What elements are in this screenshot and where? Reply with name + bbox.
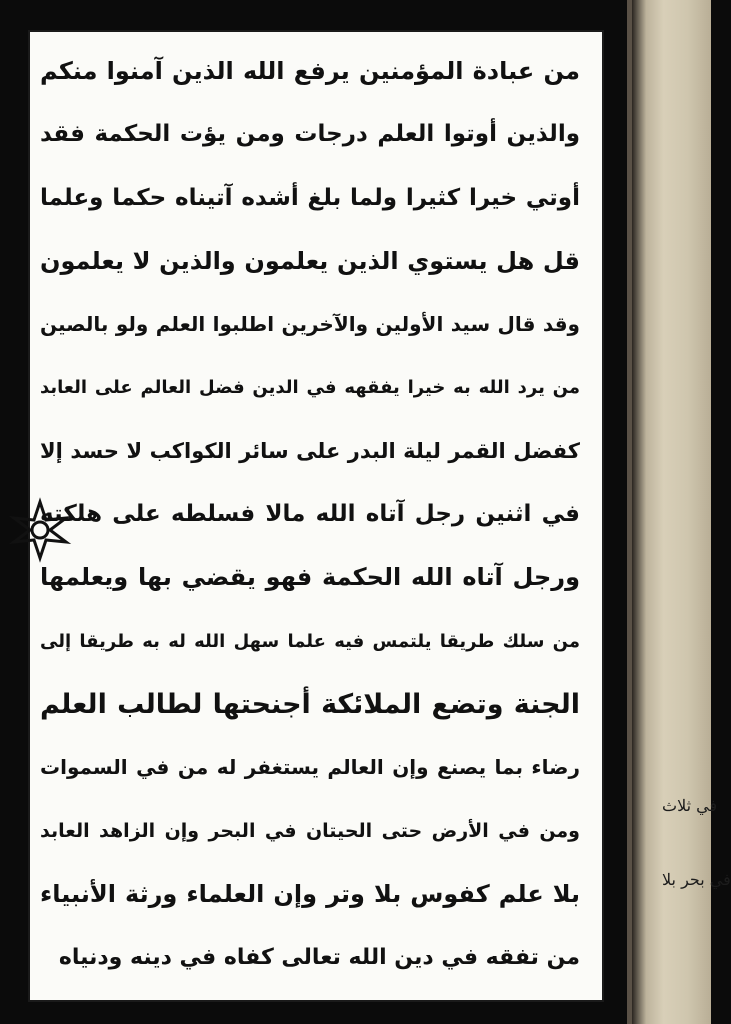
text-line [40, 103, 580, 166]
margin-note-2: في بحر بلا [662, 870, 731, 889]
text-line [40, 546, 580, 609]
line-text: من عبادة المؤمنين يرفع الله الذين آمنوا منكم [40, 57, 580, 85]
text-line [40, 293, 580, 356]
line-text: وقد قال سيد الأولين والآخرين اطلبوا العلم ولو بالصين [40, 312, 580, 337]
line-text: رضاء بما يصنع وإن العالم يستغفر له من في السموات [40, 755, 580, 780]
line-text: من تفقه في دين الله تعالى كفاه في دينه ودنياه [58, 945, 580, 971]
line-text: قل هل يستوي الذين يعلمون والذين لا يعلمون [40, 246, 580, 275]
line-text: كفضل القمر ليلة البدر على سائر الكواكب لا حسد إلا [40, 438, 580, 463]
line-text: ورجل آتاه الله الحكمة فهو يقضي بها ويعلمها [40, 563, 580, 592]
line-text: من يرد الله به خيرا يفقهه في الدين فضل العالم على العابد [40, 377, 580, 399]
margin-note-1: في ثلاث [662, 796, 718, 815]
line-text: ومن في الأرض حتى الحيتان في البحر وإن الزاهد العابد [40, 819, 580, 842]
line-text: أوتي خيرا كثيرا ولما بلغ أشده آتيناه حكما وعلما [40, 184, 580, 211]
text-line [40, 356, 580, 419]
text-line [40, 610, 580, 673]
text-line [40, 40, 580, 103]
text-line [40, 420, 580, 483]
text-block [40, 40, 580, 989]
line-text: من سلك طريقا يلتمس فيه علما سهل الله له به طريقا إلى [40, 630, 580, 652]
line-text: الجنة وتضع الملائكة أجنحتها لطالب العلم [40, 688, 580, 720]
text-line [40, 926, 580, 989]
text-line [40, 736, 580, 799]
text-line [40, 230, 580, 293]
line-text: بلا علم كفوس بلا وتر وإن العلماء ورثة الأنبياء [40, 879, 580, 908]
text-line [40, 673, 580, 736]
line-text: في اثنين رجل آتاه الله مالا فسلطه على هلكته [40, 501, 580, 528]
text-line [40, 863, 580, 926]
line-text: والذين أوتوا العلم درجات ومن يؤت الحكمة فقد [40, 121, 580, 148]
text-line [40, 800, 580, 863]
text-line [40, 167, 580, 230]
text-line [40, 483, 580, 546]
